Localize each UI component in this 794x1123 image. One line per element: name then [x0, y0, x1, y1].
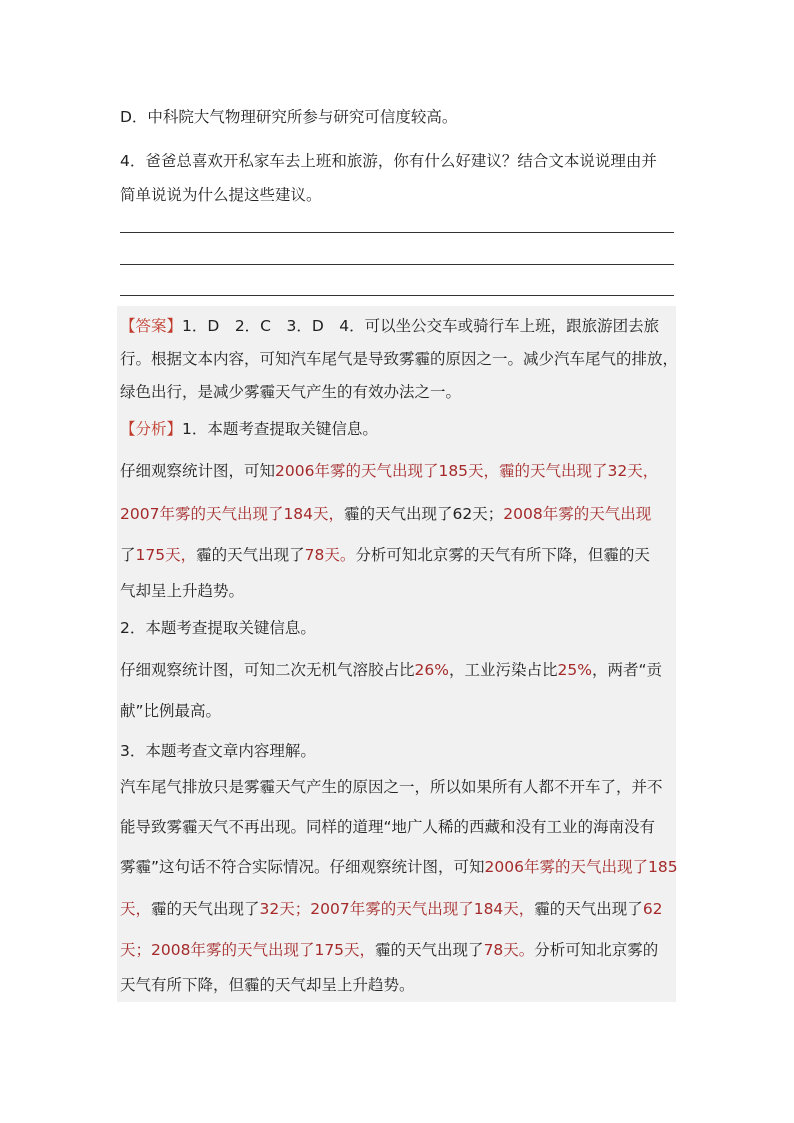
answer-text: 1．D 2．C 3．D 4．可以坐公交车或骑行车上班，跟旅游团去旅 — [182, 317, 660, 335]
analysis-p2-line2: 献”比例最高。 — [120, 702, 222, 720]
answer-line3: 绿色出行，是减少雾霾天气产生的有效办法之一。 — [120, 383, 462, 401]
analysis-q1-head: 1．本题考查提取关键信息。 — [182, 420, 378, 438]
answer-rule-2 — [120, 264, 674, 265]
answer-line1 — [120, 315, 659, 337]
analysis-p3-line4: 天，霾的天气出现了32天；2007年雾的天气出现了184天，霾的天气出现了62 — [120, 900, 663, 918]
analysis-q2-head: 2．本题考查提取关键信息。 — [120, 619, 316, 637]
analysis-p1-line1: 仔细观察统计图，可知2006年雾的天气出现了185天，霾的天气出现了32天， — [120, 462, 659, 480]
analysis-p3-line5: 天；2008年雾的天气出现了175天，霾的天气出现了78天。分析可知北京雾的 — [120, 941, 659, 959]
answer-rule-3 — [120, 295, 674, 296]
analysis-tag: 【分析】 — [120, 420, 183, 438]
option-d: D．中科院大气物理研究所参与研究可信度较高。 — [120, 108, 458, 126]
analysis-p1-line4: 气却呈上升趋势。 — [120, 582, 245, 600]
analysis-p3-line1: 汽车尾气排放只是雾霾天气产生的原因之一，所以如果所有人都不开车了，并不 — [120, 778, 663, 796]
analysis-q3-head: 3．本题考查文章内容理解。 — [120, 742, 316, 760]
analysis-p1-line2: 2007年雾的天气出现了184天，霾的天气出现了62天；2008年雾的天气出现 — [120, 505, 652, 523]
analysis-p2-line1: 仔细观察统计图，可知二次无机气溶胶占比26%，工业污染占比25%，两者“贡 — [120, 661, 662, 679]
analysis-p1-line3: 了175天，霾的天气出现了78天。分析可知北京雾的天气有所下降，但霾的天 — [120, 546, 650, 564]
question-4-line1: 4．爸爸总喜欢开私家车去上班和旅游，你有什么好建议？结合文本说说理由并 — [120, 152, 657, 170]
answer-tag: 【答案】 — [120, 317, 183, 335]
answer-rule-1 — [120, 232, 674, 233]
analysis-p3-line3: 雾霾”这句话不符合实际情况。仔细观察统计图，可知2006年雾的天气出现了185 — [120, 858, 678, 876]
analysis-p3-line2: 能导致雾霾天气不再出现。同样的道理“地广人稀的西藏和没有工业的海南没有 — [120, 818, 656, 836]
analysis-line1 — [120, 418, 378, 440]
question-4-line2: 简单说说为什么提这些建议。 — [120, 186, 322, 204]
analysis-p3-line6: 天气有所下降，但霾的天气却呈上升趋势。 — [120, 976, 415, 994]
answer-line2: 行。根据文本内容，可知汽车尾气是导致雾霾的原因之一。减少汽车尾气的排放， — [120, 350, 679, 368]
